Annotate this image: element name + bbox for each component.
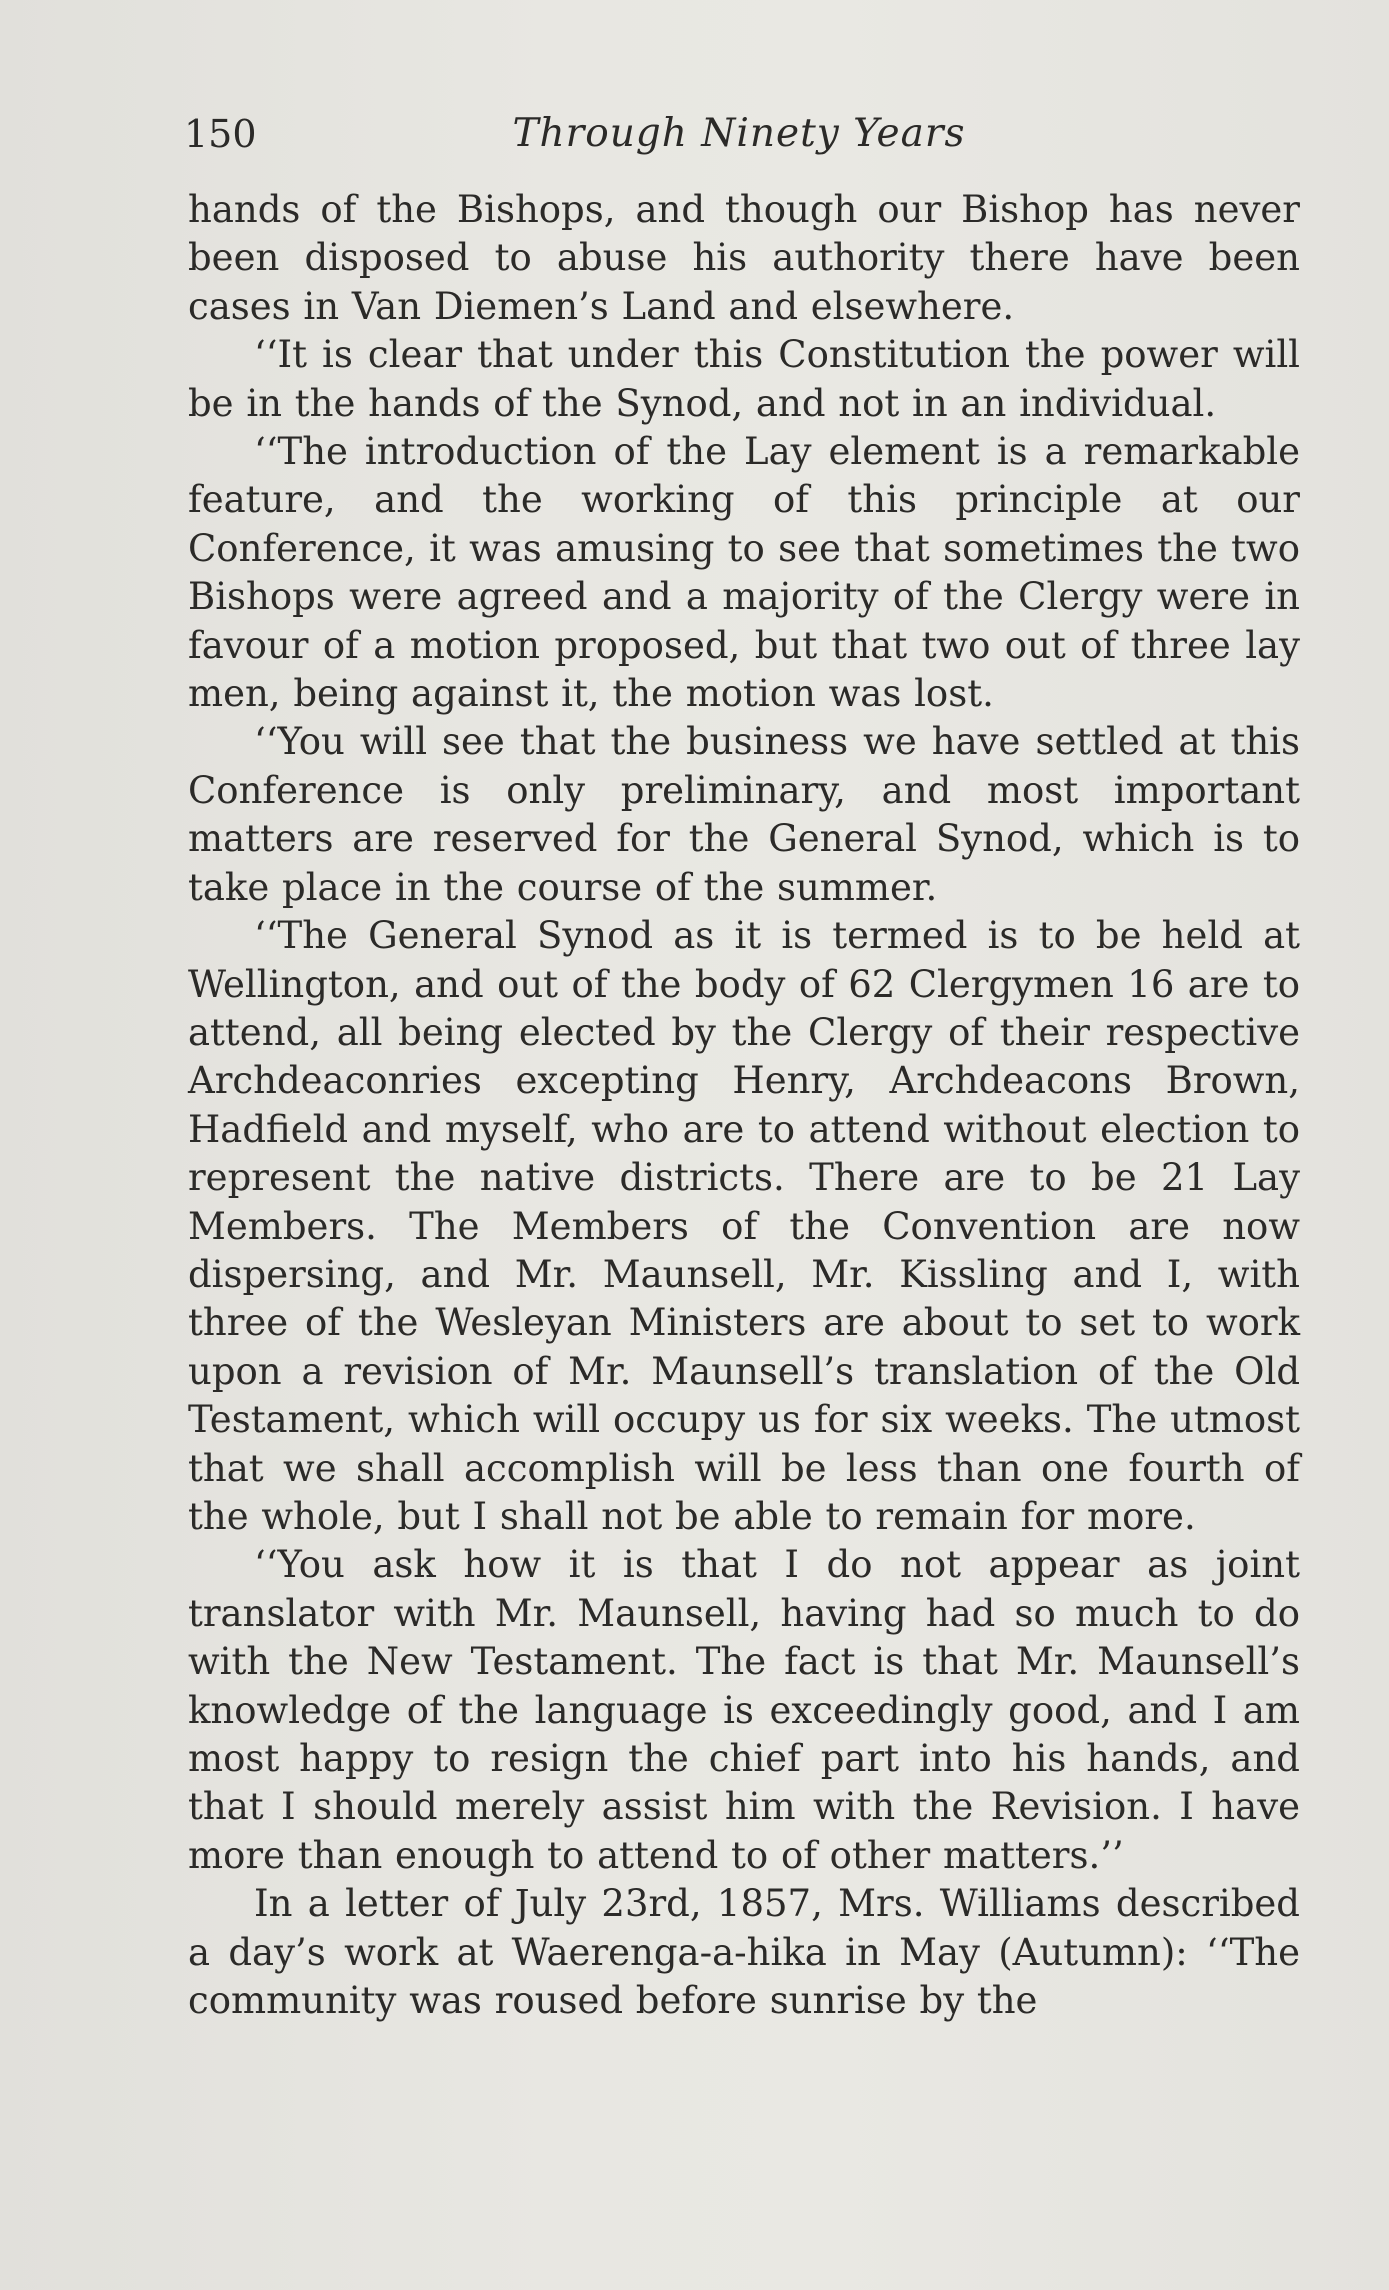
paragraph-continued: hands of the Bishops, and though our Bishop has never been disposed to abuse his authority there have been cases in Van Diemen’s Land and elsewhere.: [188, 188, 1300, 328]
page-header: [184, 104, 1294, 164]
page-number: 150: [184, 112, 257, 156]
paragraph: ‘‘It is clear that under this Constitution the power will be in the hands of the Synod, and not in an individual.: [188, 333, 1300, 425]
paragraph: ‘‘You ask how it is that I do not appear as joint translator with Mr. Maunsell, having had so much to do with the New Testament. The fact is that Mr. Maunsell’s knowledge of the language is exceedingly good, and I am most happy to resign the chief part into his hands, and that I should merely assist him with the Revision. I have more than enough to attend to of other matters.’’: [188, 1543, 1300, 1877]
paragraph: ‘‘The General Synod as it is termed is to be held at Wellington, and out of the body of 62 Clergymen 16 are to attend, all being elected by the Clergy of their respective Archdeaconries excepting Henry, Archdeacons Brown, Hadfield and myself, who are to attend without election to represent the native districts. There are to be 21 Lay Members. The Members of the Convention are now dispersing, and Mr. Maunsell, Mr. Kissling and I, with three of the Wesleyan Ministers are about to set to work upon a revision of Mr. Maunsell’s translation of the Old Testament, which will occupy us for six weeks. The utmost that we shall accomplish will be less than one fourth of the whole, but I shall not be able to remain for more.: [188, 914, 1300, 1538]
body-text: [188, 186, 1300, 2025]
paragraph: ‘‘You will see that the business we have settled at this Conference is only preliminary, and most important matters are reserved for the General Synod, which is to take place in the course of the summer.: [188, 720, 1300, 909]
paragraph: ‘‘The introduction of the Lay element is a remarkable feature, and the working of this principle at our Conference, it was amusing to see that sometimes the two Bishops were agreed and a majority of the Clergy were in favour of a motion proposed, but that two out of three lay men, being against it, the motion was lost.: [188, 430, 1300, 716]
running-title: Through Ninety Years: [512, 111, 966, 156]
paragraph: In a letter of July 23rd, 1857, Mrs. Williams described a day’s work at Waerenga-a-hika in May (Autumn): ‘‘The community was roused before sunrise by the: [188, 1882, 1300, 2023]
